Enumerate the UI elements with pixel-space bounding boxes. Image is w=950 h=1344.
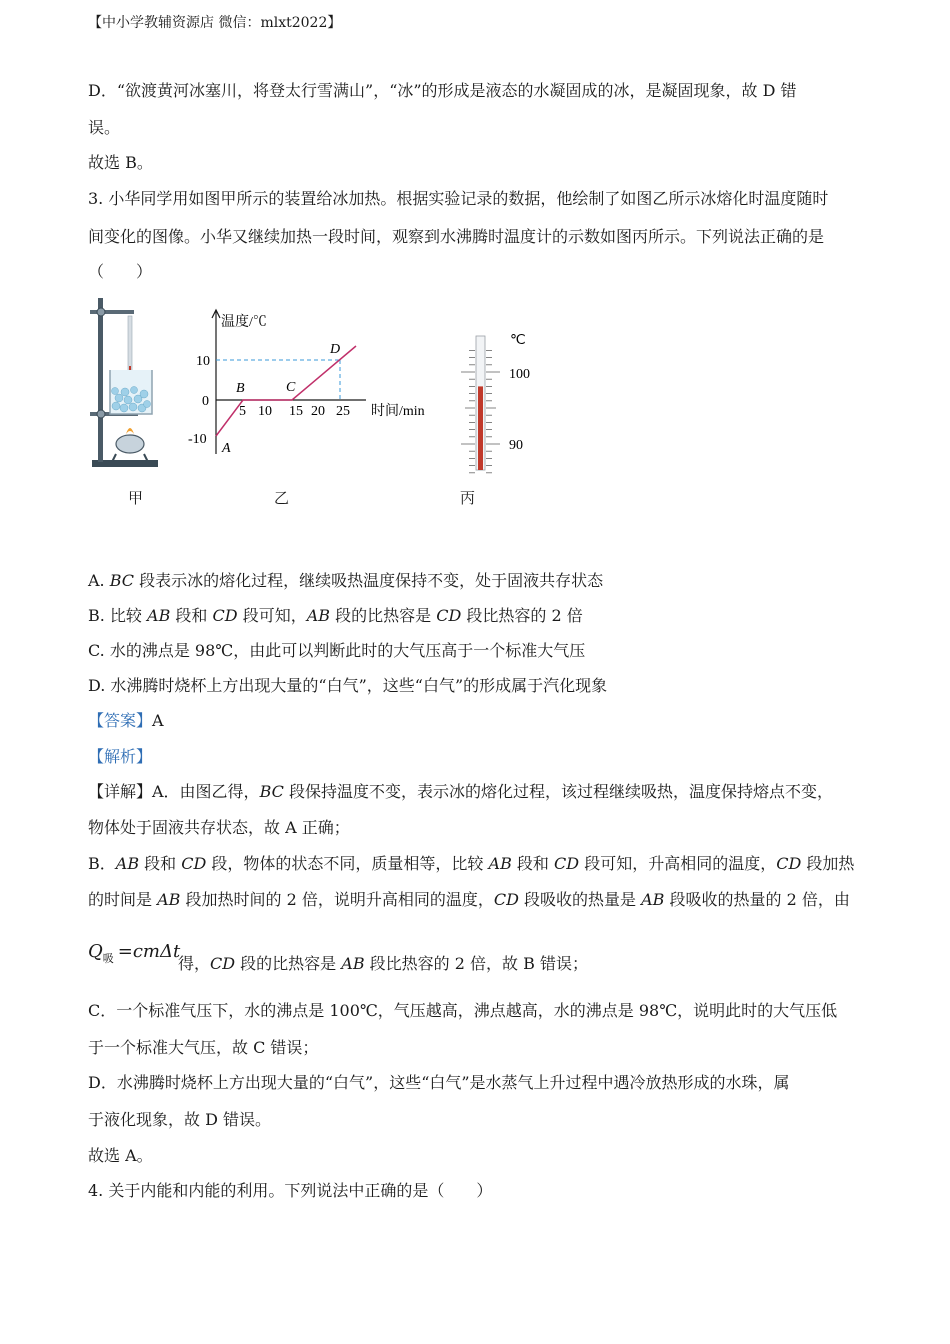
point-label-b: B [236, 381, 245, 396]
option-a: A. BC 段表示冰的熔化过程，继续吸热温度保持不变，处于固液共存状态 [88, 571, 604, 590]
stand-rod [98, 298, 103, 462]
thermometer-unit: ℃ [510, 333, 526, 348]
thermometer-label-100: 100 [509, 367, 530, 382]
detail-b-line3: 得，CD 段的比热容是 AB 段比热容的 2 倍，故 B 错误； [178, 954, 588, 973]
point-label-a: A [222, 441, 231, 456]
answer-line [88, 711, 164, 731]
detail-b-line2: 的时间是 AB 段加热时间的 2 倍，说明升高相同的温度，CD 段吸收的热量是 AB 段吸收的热量的 2 倍，由 [88, 890, 850, 909]
formula [88, 941, 180, 965]
page-header: 【中小学教辅资源店 微信：mlxt2022】 [88, 15, 342, 31]
detail-c-line2: 于一个标准大气压，故 C 错误； [88, 1038, 319, 1057]
x-tick-25: 25 [336, 404, 350, 419]
formula-q: Q [88, 941, 103, 962]
option-d: D. 水沸腾时烧杯上方出现大量的“白气”，这些“白气”的形成属于汽化现象 [88, 676, 608, 695]
flame-icon [126, 428, 134, 434]
prev-option-d-line1: D．“欲渡黄河冰塞川，将登太行雪满山”，“冰”的形成是液态的水凝固成的冰，是凝固现象，故 D 错 [88, 81, 797, 100]
analysis-label: 【解析】 [88, 747, 153, 766]
figure-temperature-graph [186, 306, 436, 456]
detail-a-line1: 【详解】A．由图乙得，BC 段保持温度不变，表示冰的熔化过程，该过程继续吸热，温度保持熔点不变， [88, 782, 833, 801]
option-b: B. 比较 AB 段和 CD 段可知，AB 段的比热容是 CD 段比热容的 2 倍 [88, 606, 583, 625]
y-tick-minus10: -10 [188, 432, 207, 447]
q3-stem-line3: （ ） [88, 262, 153, 281]
y-tick-0: 0 [202, 394, 209, 409]
thermometer-label-90: 90 [509, 438, 523, 453]
point-label-d: D [330, 342, 341, 357]
caption-jia: 甲 [128, 489, 144, 507]
point-label-c: C [286, 380, 296, 395]
prev-choose: 故选 B。 [88, 153, 153, 172]
y-axis-label: 温度/℃ [221, 315, 267, 330]
detail-a-line2: 物体处于固液共存状态，故 A 正确； [88, 818, 350, 837]
caption-yi: 乙 [274, 489, 290, 507]
detail-d-line1: D．水沸腾时烧杯上方出现大量的“白气”，这些“白气”是水蒸气上升过程中遇冷放热形成的水珠，属 [88, 1073, 790, 1092]
thermometer-mercury [478, 386, 483, 470]
y-tick-10: 10 [196, 354, 210, 369]
x-tick-20: 20 [311, 404, 325, 419]
answer-value: A [152, 711, 164, 730]
x-axis-label: 时间/min [371, 404, 425, 419]
x-tick-5: 5 [239, 404, 246, 419]
formula-rhs: =cmΔt [117, 941, 181, 962]
caption-bing: 丙 [460, 489, 476, 507]
q4-stem: 4. 关于内能和内能的利用。下列说法中正确的是（ ） [88, 1181, 493, 1200]
figure-thermometer [450, 328, 540, 474]
detail-c-line1: C．一个标准气压下，水的沸点是 100℃，气压越高，沸点越高，水的沸点是 98℃，说明此时的大气压低 [88, 1001, 838, 1020]
option-c: C. 水的沸点是 98℃，由此可以判断此时的大气压高于一个标准大气压 [88, 641, 586, 660]
clamp-knob-icon [97, 410, 105, 418]
alcohol-lamp [116, 435, 144, 453]
formula-subscript: 吸 [102, 952, 114, 965]
detail-b-line1: B．AB 段和 CD 段，物体的状态不同，质量相等，比较 AB 段和 CD 段可知，升高相同的温度，CD 段加热 [88, 854, 855, 873]
x-tick-10: 10 [258, 404, 272, 419]
detail-choose: 故选 A。 [88, 1146, 153, 1165]
figure-apparatus [86, 296, 166, 472]
clamp-knob-icon [97, 308, 105, 316]
q3-stem-line2: 间变化的图像。小华又继续加热一段时间，观察到水沸腾时温度计的示数如图丙所示。下列说法正确的是 [88, 227, 825, 246]
x-tick-15: 15 [289, 404, 303, 419]
answer-label: 【答案】 [88, 711, 153, 730]
prev-option-d-line2: 误。 [88, 118, 121, 137]
detail-d-line2: 于液化现象，故 D 错误。 [88, 1110, 272, 1129]
q3-stem-line1: 3. 小华同学用如图甲所示的装置给冰加热。根据实验记录的数据，他绘制了如图乙所示冰熔化时温度随时 [88, 189, 829, 208]
